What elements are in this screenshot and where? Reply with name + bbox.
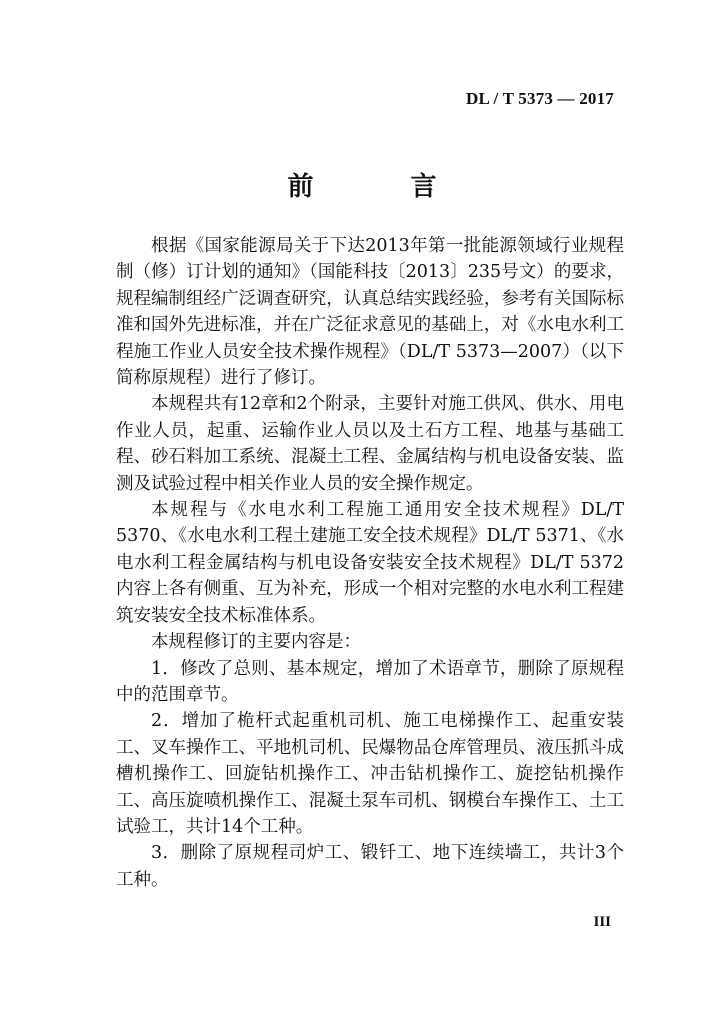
paragraph-related-standards: 本规程与《水电水利工程施工通用安全技术规程》DL/T 5370、《水电水利工程土建施工安全技术规程》DL/T 5371、《水电水利工程金属结构与机电设备安装安全技术规程》DL/T 5372内容上各有侧重、互为补充，形成一个相对完整的水电水利工程建筑安装安全技术标准体系。: [116, 500, 624, 626]
page-number: III: [593, 914, 611, 930]
page-title: 前 言: [287, 172, 481, 202]
paragraph-change-1: 1．修改了总则、基本规定，增加了术语章节，删除了原规程中的范围章节。: [116, 658, 624, 705]
preface-body: [116, 233, 624, 893]
paragraph-main-changes-intro: 本规程修订的主要内容是：: [151, 632, 361, 653]
paragraph-change-2: 2．增加了桅杆式起重机司机、施工电梯操作工、起重安装工、叉车操作工、平地机司机、民爆物品仓库管理员、液压抓斗成槽机操作工、回旋钻机操作工、冲击钻机操作工、旋挖钻机操作工、高压旋喷机操作工、混凝土泵车司机、钢模台车操作工、土工试验工，共计14个工种。: [116, 711, 624, 837]
standard-code: DL / T 5373 — 2017: [466, 89, 614, 108]
paragraph-revision-basis: 根据《国家能源局关于下达2013年第一批能源领域行业规程制（修）订计划的通知》（国能科技〔2013〕235号文）的要求，规程编制组经广泛调查研究，认真总结实践经验，参考有关国际标准和国外先进标准，并在广泛征求意见的基础上，对《水电水利工程施工作业人员安全技术操作规程》（DL/T 5373—2007）（以下简称原规程）进行了修订。: [116, 236, 624, 389]
paragraph-scope: 本规程共有12章和2个附录，主要针对施工供风、供水、用电作业人员，起重、运输作业人员以及土石方工程、地基与基础工程、砂石料加工系统、混凝土工程、金属结构与机电设备安装、监测及试验过程中相关作业人员的安全操作规定。: [116, 394, 624, 494]
paragraph-change-3: 3．删除了原规程司炉工、锻钎工、地下连续墙工，共计3个工种。: [116, 843, 624, 890]
